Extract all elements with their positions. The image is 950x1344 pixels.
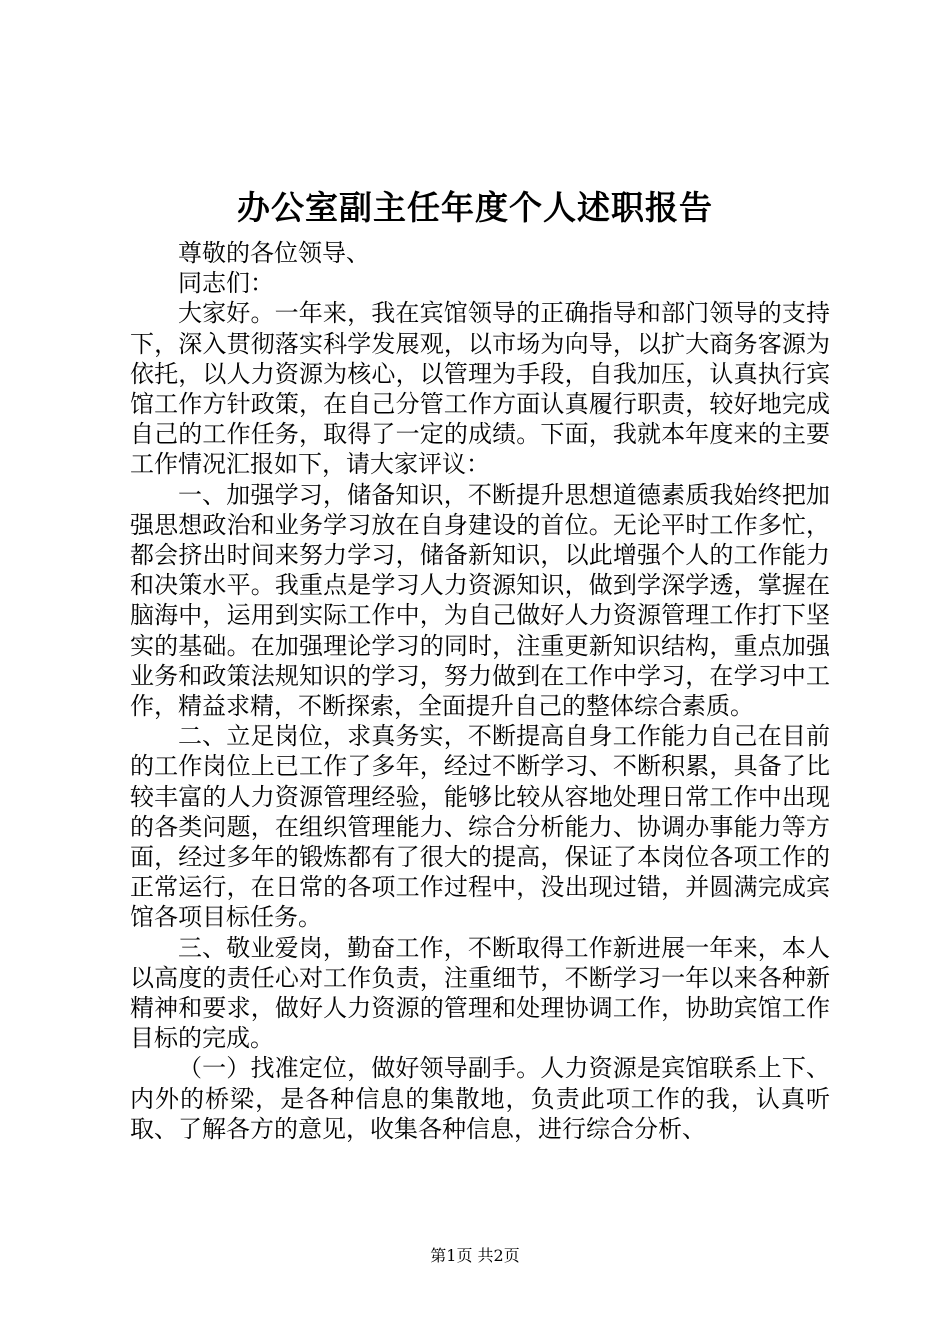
document-title: 办公室副主任年度个人述职报告 bbox=[237, 188, 713, 227]
paragraph-section-3: 三、敬业爱岗，勤奋工作，不断取得工作新进展一年来，本人以高度的责任心对工作负责，注重细节，不断学习一年以来各种新精神和要求，做好人力资源的管理和处理协调工作，协助宾馆工作目标的完成。 bbox=[130, 933, 830, 1053]
paragraph-section-2: 二、立足岗位，求真务实，不断提高自身工作能力自己在目前的工作岗位上已工作了多年，经过不断学习、不断积累，具备了比较丰富的人力资源管理经验，能够比较从容地处理日常工作中出现的各类问题，在组织管理能力、综合分析能力、协调办事能力等方面，经过多年的锻炼都有了很大的提高，保证了本岗位各项工作的正常运行，在日常的各项工作过程中，没出现过错，并圆满完成宾馆各项目标任务。 bbox=[130, 722, 830, 932]
document-body bbox=[130, 238, 830, 1144]
paragraph-section-1: 一、加强学习，储备知识，不断提升思想道德素质我始终把加强思想政治和业务学习放在自身建设的首位。无论平时工作多忙，都会挤出时间来努力学习，储备新知识，以此增强个人的工作能力和决策水平。我重点是学习人力资源知识，做到学深学透，掌握在脑海中，运用到实际工作中，为自己做好人力资源管理工作打下坚实的基础。在加强理论学习的同时，注重更新知识结构，重点加强业务和政策法规知识的学习，努力做到在工作中学习，在学习中工作，精益求精，不断探索，全面提升自己的整体综合素质。 bbox=[130, 480, 830, 721]
paragraph-subsection-1: （一）找准定位，做好领导副手。人力资源是宾馆联系上下、内外的桥梁，是各种信息的集散地，负责此项工作的我，认真听取、了解各方的意见，收集各种信息，进行综合分析、 bbox=[130, 1054, 830, 1143]
paragraph-opening: 大家好。一年来，我在宾馆领导的正确指导和部门领导的支持下，深入贯彻落实科学发展观，以市场为向导，以扩大商务客源为依托，以人力资源为核心，以管理为手段，自我加压，认真执行宾馆工作方针政策，在自己分管工作方面认真履行职责，较好地完成自己的工作任务，取得了一定的成绩。下面，我就本年度来的主要工作情况汇报如下，请大家评议： bbox=[130, 299, 830, 479]
salutation-line-1: 尊敬的各位领导、 bbox=[178, 239, 370, 267]
page-number-footer: 第1页 共2页 bbox=[430, 1246, 520, 1265]
salutation-line-2: 同志们： bbox=[178, 269, 274, 298]
